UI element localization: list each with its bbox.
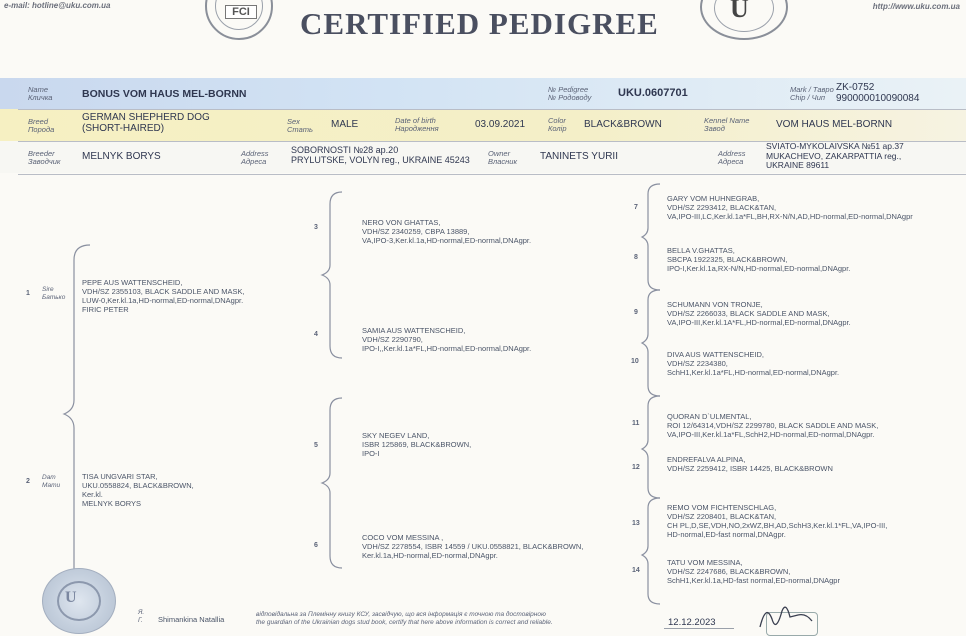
name-label: Name Кличка bbox=[28, 85, 53, 102]
gen3-num: 8 bbox=[634, 254, 638, 261]
gen2-num: 5 bbox=[314, 442, 318, 449]
gen2-entry: SKY NEGEV LAND, ISBR 125869, BLACK&BROWN, IPO-I bbox=[362, 431, 472, 458]
dob-label: Date of birth Народження bbox=[395, 116, 439, 133]
website-text: http://www.uku.com.ua bbox=[872, 2, 960, 11]
gen1-num: 1 bbox=[26, 290, 30, 297]
pedigree-label: № Pedigree № Родоводу bbox=[548, 85, 592, 102]
gen3-entry: TATU VOM MESSINA, VDH/SZ 2247686, BLACK&BROWN, SchH1,Ker.kl.1a,HD-fast normal,ED-normal,DNAgpr bbox=[667, 558, 840, 585]
sex-value: MALE bbox=[331, 119, 359, 130]
gen2-num: 6 bbox=[314, 542, 318, 549]
pedigree-number: UKU.0607701 bbox=[618, 87, 688, 99]
gen3-num: 13 bbox=[632, 520, 640, 527]
owner-address-label: Address Адреса bbox=[718, 149, 746, 166]
sex-label: Sex Стать bbox=[287, 117, 313, 134]
gen3-entry: BELLA V.GHATTAS, SBCPA 1922325, BLACK&BROWN, IPO-I,Ker.kl.1a,RX-N/N,HD-normal,ED-normal,DNAgpr. bbox=[667, 246, 851, 273]
gen3-num: 11 bbox=[632, 420, 640, 427]
signer-name: Shimankina Natallia bbox=[158, 615, 225, 624]
sire-label: Sire Батько bbox=[42, 286, 66, 301]
dam-entry: TISA UNGVARI STAR, UKU.0558824, BLACK&BROWN, Ker.kl. MELNYK BORYS bbox=[82, 472, 194, 508]
kennel-value: VOM HAUS MEL-BORNN bbox=[776, 119, 893, 130]
color-value: BLACK&BROWN bbox=[584, 119, 662, 130]
gen3-entry: QUORAN D`ULMENTAL, ROI 12/64314,VDH/SZ 2299780, BLACK SADDLE AND MASK, VA,IPO-III,Ker.kl.1a*FL,SchH2,HD-normal,ED-normal,DNAgpr. bbox=[667, 412, 879, 439]
email-text: e-mail: hotline@uku.com.ua bbox=[4, 1, 111, 10]
gen3-entry: GARY VOM HUHNEGRAB, VDH/SZ 2293412, BLACK&TAN, VA,IPO-III,LC,Ker.kl.1a*FL,BH,RX-N/N,AD,HD-normal,ED-normal,DNAgpr bbox=[667, 194, 913, 221]
breeder-label: Breeder Заводчик bbox=[28, 149, 61, 166]
breeder-value: MELNYK BORYS bbox=[82, 151, 161, 162]
gen3-entry: SCHUMANN VON TRONJE, VDH/SZ 2266033, BLACK SADDLE AND MASK, VA,IPO-III,Ker.kl.1A*FL,HD-normal,ED-normal,DNAgpr. bbox=[667, 300, 851, 327]
gen3-num: 10 bbox=[631, 358, 639, 365]
gen1-num: 2 bbox=[26, 478, 30, 485]
gen3-entry: ENDREFALVA ALPINA, VDH/SZ 2259412, ISBR 14425, BLACK&BROWN bbox=[667, 455, 833, 473]
gen3-num: 14 bbox=[632, 567, 640, 574]
kennel-label: Kennel Name Завод bbox=[704, 116, 750, 133]
signer-initials: Я. Г. bbox=[138, 609, 145, 624]
sire-entry: PEPE AUS WATTENSCHEID, VDH/SZ 2355103, BLACK SADDLE AND MASK, LUW-0,Ker.kl.1a,HD-normal,ED-normal,DNAgpr. FIRIC PETER bbox=[82, 278, 245, 314]
gen3-num: 7 bbox=[634, 204, 638, 211]
dob-value: 03.09.2021 bbox=[475, 119, 526, 130]
gen3-num: 12 bbox=[632, 464, 640, 471]
uku-logo: U bbox=[700, 0, 788, 40]
gen3-entry: REMO VOM FICHTENSCHLAG, VDH/SZ 2208401, BLACK&TAN, CH PL,D,SE,VDH,NO,2xWZ,BH,AD,SchH3,Ker.kl.1*FL,VA,IPO-III, HD-normal,ED-fast normal,DNAgpr. bbox=[667, 503, 888, 539]
gen3-num: 9 bbox=[634, 309, 638, 316]
chip-value: 990000010090084 bbox=[836, 93, 920, 104]
gen2-num: 3 bbox=[314, 224, 318, 231]
signature bbox=[752, 597, 822, 636]
dam-label: Dam Мати bbox=[42, 474, 61, 489]
owner-address: SVIATO-MYKOLAIVSKA №51 ap.37 MUKACHEVO, ZAKARPATTIA reg., UKRAINE 89611 bbox=[766, 141, 904, 170]
breed-label: Breed Порода bbox=[28, 117, 55, 134]
fci-logo-text: FCI bbox=[225, 5, 257, 19]
dog-name: BONUS VOM HAUS MEL-BORNN bbox=[82, 88, 247, 100]
gen2-num: 4 bbox=[314, 331, 318, 338]
breeder-address-label: Address Адреса bbox=[241, 149, 269, 166]
certification-text: відповідальна за Племінну книгу КСУ, засвідчую, що вся інформація є точною та достовірною the guardian of the Ukrainian dogs stud book, certify that here above information is correct and reliable. bbox=[256, 611, 553, 626]
gen3-entry: DIVA AUS WATTENSCHEID, VDH/SZ 2234380, SchH1,Ker.kl.1a*FL,HD-normal,ED-normal,DNAgpr. bbox=[667, 350, 840, 377]
official-seal: U bbox=[42, 568, 116, 634]
mark-value: ZK-0752 bbox=[836, 82, 875, 93]
gen2-entry: COCO VOM MESSINA , VDH/SZ 2278554, ISBR 14559 / UKU.0558821, BLACK&BROWN, Ker.kl.1a,HD-normal,ED-normal,DNAgpr. bbox=[362, 533, 584, 560]
owner-label: Owner Власник bbox=[488, 149, 517, 166]
mark-chip-label: Mark / Тавро Chip / Чип bbox=[790, 85, 834, 102]
color-label: Color Колір bbox=[548, 116, 567, 133]
breeder-address: SOBORNOSTI №28 ap.20 PRYLUTSKE, VOLYN reg., UKRAINE 45243 bbox=[291, 145, 470, 165]
owner-value: TANINETS YURII bbox=[540, 151, 618, 162]
document-title: CERTIFIED PEDIGREE bbox=[300, 6, 659, 41]
gen2-entry: NERO VON GHATTAS, VDH/SZ 2340259, CBPA 13889, VA,IPO-3,Ker.kl.1a,HD-normal,ED-normal,DNAgpr. bbox=[362, 218, 532, 245]
breed-value: GERMAN SHEPHERD DOG (SHORT-HAIRED) bbox=[82, 112, 210, 134]
gen2-entry: SAMIA AUS WATTENSCHEID, VDH/SZ 2290790, IPO-I,,Ker.kl.1a*FL,HD-normal,ED-normal,DNAgpr. bbox=[362, 326, 532, 353]
issue-date: 12.12.2023 bbox=[668, 617, 716, 628]
